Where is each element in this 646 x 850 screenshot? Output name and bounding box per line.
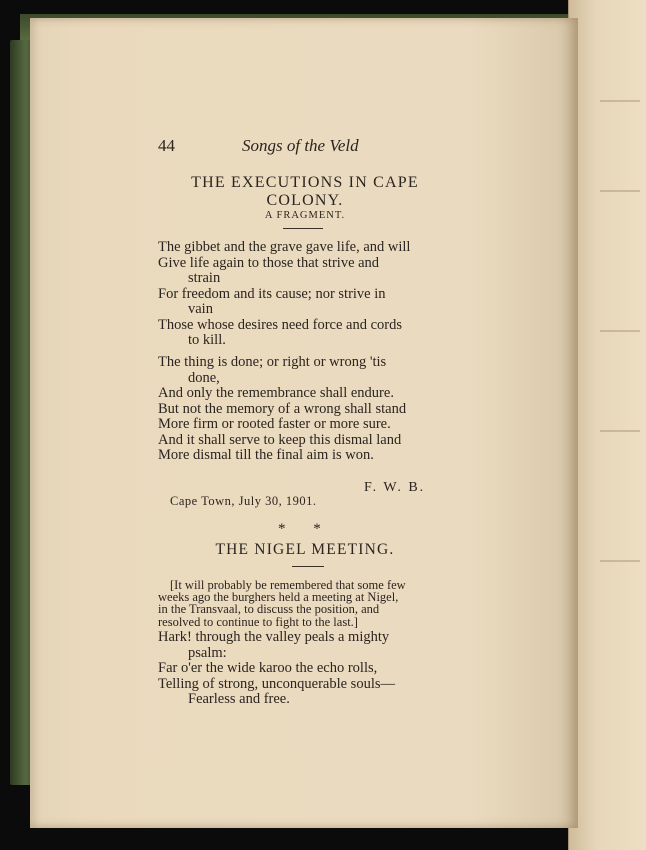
poem-line: But not the memory of a wrong shall stand — [158, 400, 407, 417]
note-line: weeks ago the burghers held a meeting at Nigel, — [158, 590, 399, 605]
poem1-title — [155, 174, 455, 210]
running-title: Songs of the Veld — [242, 136, 359, 155]
facing-page-bleed — [600, 560, 640, 562]
note-line: [It will probably be remembered that some few — [170, 578, 406, 592]
note-line: resolved to continue to fight to the last.] — [158, 614, 358, 629]
poem1-signature: F. W. B. — [364, 480, 426, 495]
section-separator: * * — [278, 521, 333, 537]
poem-line: Those whose desires need force and cords — [158, 316, 402, 333]
poem-line: For freedom and its cause; nor strive in — [158, 285, 386, 302]
poem-line: Telling of strong, unconquerable souls— — [158, 675, 395, 692]
facing-page-bleed — [600, 190, 640, 192]
poem-line: Fearless and free. — [188, 691, 290, 707]
poem-line: More firm or rooted faster or more sure. — [158, 416, 391, 432]
book-page — [30, 18, 578, 828]
poem2-lines — [158, 630, 395, 708]
page-number: 44 — [158, 136, 175, 155]
poem-line: to kill. — [188, 332, 226, 348]
poem-line: done, — [188, 369, 220, 386]
poem1-title-line: COLONY. — [266, 192, 344, 209]
poem-line: Give life again to those that strive and — [158, 254, 380, 271]
page-content — [30, 18, 578, 828]
poem1-place-date: Cape Town, July 30, 1901. — [170, 494, 317, 508]
facing-page-edge — [568, 0, 646, 850]
title-rule — [292, 566, 324, 567]
poem1-subtitle: A FRAGMENT. — [264, 210, 346, 221]
facing-page-bleed — [600, 330, 640, 332]
poem-line: And only the remembrance shall endure. — [158, 385, 394, 401]
title-rule — [283, 228, 323, 229]
facing-page-bleed — [600, 100, 640, 102]
poem-line: vain — [188, 301, 213, 317]
poem1-stanza-2 — [158, 355, 406, 464]
poem-line: The gibbet and the grave gave life, and will — [158, 239, 411, 255]
poem-line: Hark! through the valley peals a mighty — [158, 629, 390, 645]
poem1-stanza-1 — [158, 240, 410, 349]
poem-line: More dismal till the final aim is won. — [158, 447, 374, 463]
poem-line: And it shall serve to keep this dismal land — [158, 431, 402, 448]
facing-page-bleed — [600, 430, 640, 432]
poem1-title-line: THE EXECUTIONS IN CAPE — [191, 174, 419, 191]
poem-line: The thing is done; or right or wrong 'tis — [158, 354, 387, 370]
poem-line: Far o'er the wide karoo the echo rolls, — [158, 660, 378, 676]
note-line: in the Transvaal, to discuss the position, and — [158, 602, 380, 617]
poem2-note — [158, 579, 448, 628]
poem-line: psalm: — [188, 644, 227, 661]
poem2-title: THE NIGEL MEETING. — [215, 541, 395, 558]
poem-line: strain — [188, 270, 221, 286]
